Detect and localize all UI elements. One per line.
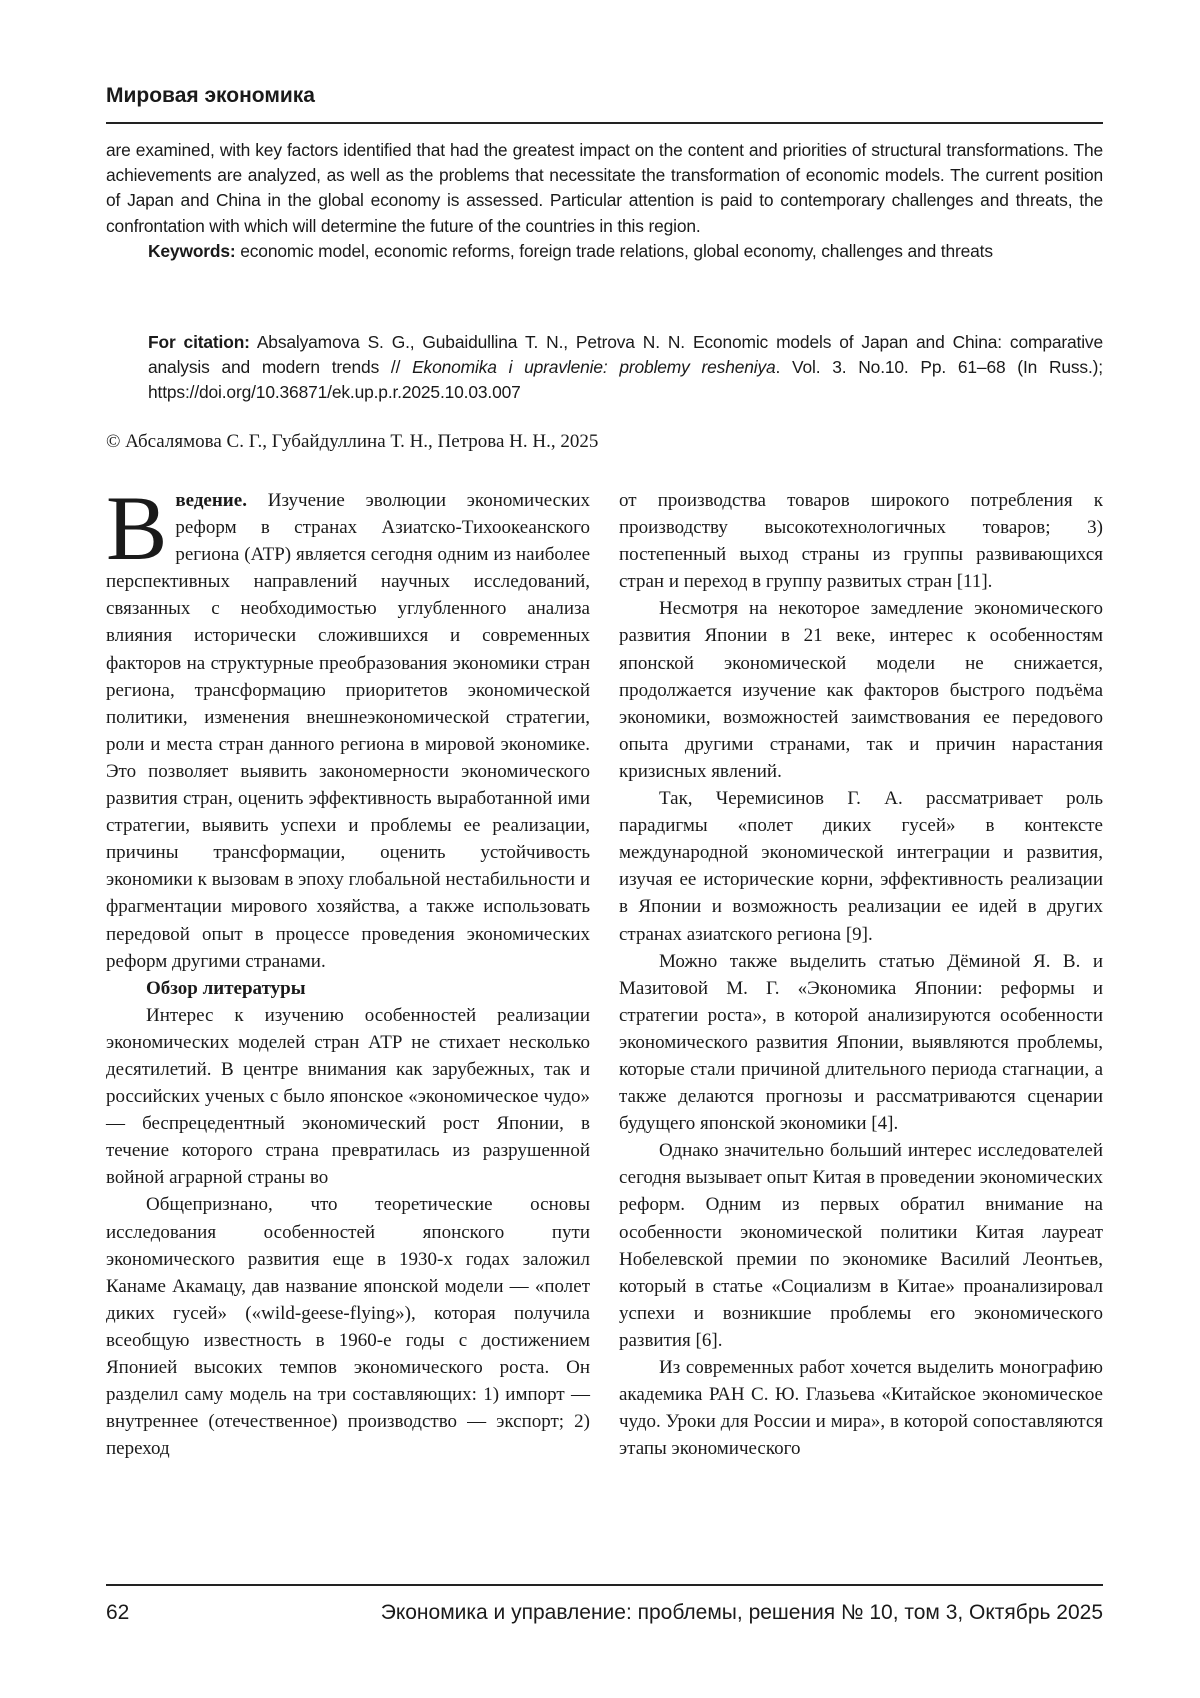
keywords-text: economic model, economic reforms, foreign trade relations, global economy, challenges and threats	[235, 240, 993, 261]
section-title: Мировая экономика	[106, 84, 315, 107]
journal-info: Экономика и управление: проблемы, решения № 10, том 3, Октябрь 2025	[380, 1601, 1103, 1624]
citation-journal: Ekonomika i upravlenie: problemy resheniya	[412, 357, 776, 378]
literature-review-heading: Обзор литературы	[146, 977, 306, 999]
abstract	[106, 138, 1103, 264]
abstract-text: are examined, with key factors identified that had the greatest impact on the content and priorities of structural transformations. The achievements are analyzed, as well as the problems that necessitate the transformation of economic models. The current position of Japan and China in the global economy is assessed. Particular attention is paid to contemporary challenges and threats, the confrontation with which will determine the future of the countries in this region.	[106, 140, 1103, 236]
paragraph: Интерес к изучению особенностей реализации экономических моделей стран АТР не стихает несколько десятилетий. В центре внимания как зарубежных, так и российских ученых с было японское «экономическое чудо» — беспрецедентный экономический рост Японии, в течение которого страна превратилась из разрушенной войной аграрной страны во	[106, 1004, 590, 1189]
paragraph-continuation: от производства товаров широкого потребления к производству высокотехнологичных товаров; 3) постепенный выход страны из группы развивающихся стран и переход в группу развитых стран [11].	[619, 490, 1103, 593]
drop-cap: В	[106, 477, 168, 579]
intro-heading: ведение.	[175, 490, 247, 511]
right-column	[619, 487, 1103, 1462]
citation-label: For citation:	[148, 332, 250, 352]
citation-text: Absalyamova S. G., Gubaidullina T. N., Petrova N. N. Economic models of Japan and China: comparative analysis and modern trends //	[148, 332, 1103, 378]
intro-text: Изучение эволюции экономических реформ в странах Азиатско-Тихоокеанского региона (АТР) является сегодня одним из наиболее перспективных направлений научных исследований, связанных с необходимостью углубленного анализа влияния исторически сложившихся и современных факторов на структурные преобразования экономики стран региона, трансформацию приоритетов экономической политики, изменения внешнеэкономической стратегии, роли и места стран данного региона в мировой экономике. Это позволяет выявить закономерности экономического развития стран, оценить эффективность выработанной ими стратегии, выявить успехи и проблемы ее реализации, причины трансформации, оценить устойчивость экономики к вызовам в эпоху глобальной нестабильности и фрагментации мирового хозяйства, а также использовать передовой опыт в процессе проведения экономических реформ другими странами.	[106, 490, 590, 972]
citation	[148, 330, 1103, 406]
paragraph: Можно также выделить статью Дёминой Я. В. и Мазитовой М. Г. «Экономика Японии: реформы и стратегии роста», в которой анализируются особенности экономического развития Японии, выявляются проблемы, которые стали причиной длительного периода стагнации, а также делаются прогнозы и рассматриваются сценарии будущего японской экономики [4].	[619, 950, 1103, 1135]
header-rule	[106, 122, 1103, 124]
paragraph: Общепризнано, что теоретические основы исследования особенностей японского пути экономического развития еще в 1930-х годах заложил Канаме Акамацу, дав название японской модели — «полет диких гусей» («wild-geese-flying»), которая получила всеобщую известность в 1960-е годы с достижением Японией высоких темпов экономического роста. Он разделил саму модель на три составляющих: 1) импорт — внутреннее (отечественное) производство — экспорт; 2) переход	[106, 1194, 590, 1460]
paragraph: Так, Черемисинов Г. А. рассматривает роль парадигмы «полет диких гусей» в контексте международной экономической интеграции и развития, изучая ее исторические корни, эффективность реализации в Японии и возможность реализации ее идей в других странах азиатского региона [9].	[619, 788, 1103, 945]
keywords-label: Keywords:	[148, 240, 236, 261]
paragraph: Из современных работ хочется выделить монографию академика РАН С. Ю. Глазьева «Китайское экономическое чудо. Уроки для России и мира», в которой сопоставляются этапы экономического	[619, 1357, 1103, 1460]
paragraph: Однако значительно больший интерес исследователей сегодня вызывает опыт Китая в проведении экономических реформ. Одним из первых обратил внимание на особенности экономической политики Китая лауреат Нобелевской премии по экономике Василий Леонтьев, который в статье «Социализм в Китае» проанализировал успехи и возникшие проблемы его экономического развития [6].	[619, 1140, 1103, 1351]
introduction-paragraph	[106, 477, 590, 975]
page-number: 62	[106, 1601, 130, 1624]
paragraph: Несмотря на некоторое замедление экономического развития Японии в 21 веке, интерес к особенностям японской экономической модели не снижается, продолжается изучение как факторов быстрого подъёма экономики, возможностей заимствования ее передового опыта другими странами, так и причин нарастания кризисных явлений.	[619, 598, 1103, 782]
copyright: © Абсалямова С. Г., Губайдуллина Т. Н., Петрова Н. Н., 2025	[106, 431, 599, 452]
citation-details: . Vol. 3. No.10. Pp. 61–68 (In Russ.); https://doi.org/10.36871/ek.up.p.r.2025.10.03.007	[148, 357, 1103, 403]
keywords	[106, 239, 1103, 264]
left-column	[106, 477, 590, 1462]
footer-rule	[106, 1584, 1103, 1586]
